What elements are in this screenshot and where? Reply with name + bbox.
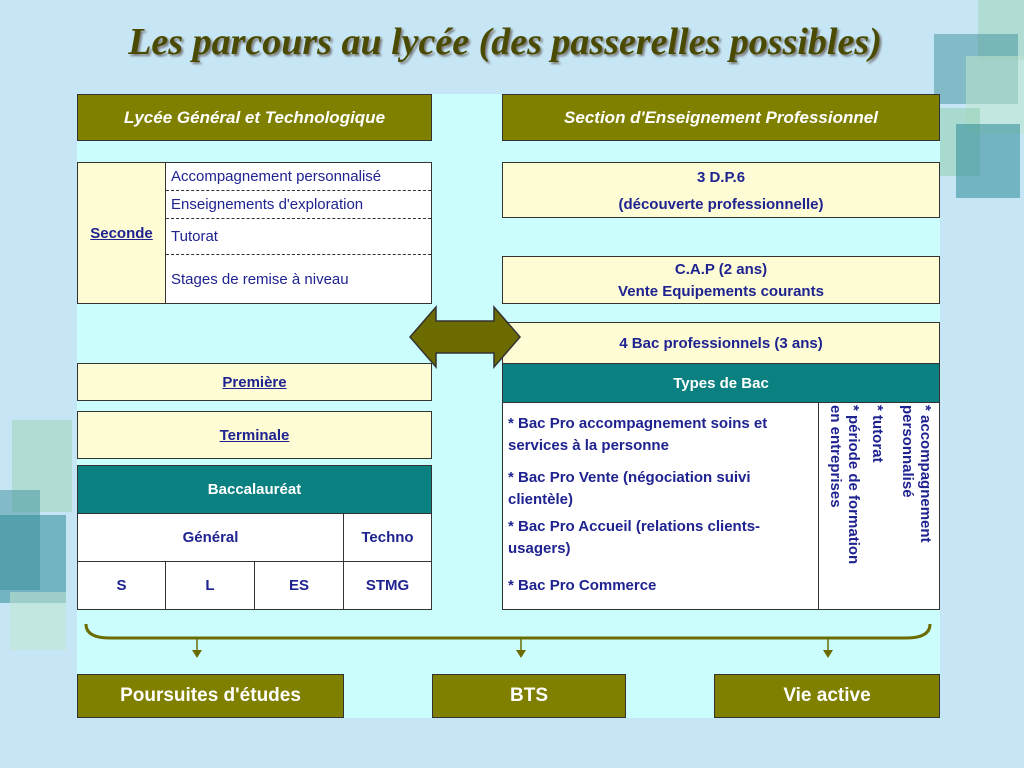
feature-line: * période de formation bbox=[845, 405, 862, 565]
seconde-box bbox=[77, 162, 166, 304]
lgt-header: Lycée Général et Technologique bbox=[77, 94, 432, 141]
double-arrow-icon bbox=[408, 305, 522, 369]
curly-brace-icon bbox=[80, 618, 940, 662]
deco-square bbox=[0, 515, 66, 603]
bac-types-list bbox=[502, 402, 819, 610]
cap-line: Vente Equipements courants bbox=[618, 283, 824, 300]
slide-title: Les parcours au lycée (des passerelles possibles) bbox=[128, 21, 882, 63]
outcome-vie-active: Vie active bbox=[714, 674, 940, 718]
premiere-link[interactable]: Première bbox=[222, 373, 287, 391]
outcome-bts: BTS bbox=[432, 674, 626, 718]
bac-type-item: * Bac Pro Accueil (relations clients-usagers) bbox=[508, 518, 761, 557]
bac-pro-box: 4 Bac professionnels (3 ans) bbox=[502, 322, 940, 364]
serie-cell: S bbox=[77, 561, 166, 610]
arrow-down-icon bbox=[823, 638, 833, 658]
bac-features-box bbox=[818, 402, 940, 610]
seconde-item: Tutorat bbox=[166, 219, 431, 255]
feature-line: personnalisé bbox=[899, 405, 916, 498]
dp6-box bbox=[502, 162, 940, 218]
feature-line: * tutorat bbox=[869, 405, 886, 463]
types-bac-header: Types de Bac bbox=[502, 363, 940, 403]
arrow-down-icon bbox=[192, 638, 202, 658]
serie-cell: L bbox=[165, 561, 255, 610]
bac-type-item: * Bac Pro Vente (négociation suivi clientèle) bbox=[508, 469, 751, 508]
cap-box bbox=[502, 256, 940, 304]
seconde-items bbox=[165, 162, 432, 304]
seconde-item: Stages de remise à niveau bbox=[171, 270, 349, 288]
bac-type-item: * Bac Pro Commerce bbox=[508, 577, 657, 594]
outcome-poursuites: Poursuites d'études bbox=[77, 674, 344, 718]
general-cell: Général bbox=[77, 513, 344, 562]
seconde-item: Enseignements d'exploration bbox=[166, 191, 431, 219]
cap-line: C.A.P (2 ans) bbox=[674, 261, 768, 278]
terminale-link[interactable]: Terminale bbox=[219, 426, 290, 444]
feature-line: * accompagnement bbox=[917, 405, 934, 543]
deco-square bbox=[10, 592, 66, 650]
feature-line: en entreprises bbox=[827, 405, 844, 508]
serie-cell: ES bbox=[254, 561, 344, 610]
seconde-link[interactable]: Seconde bbox=[90, 224, 153, 242]
sep-header: Section d'Enseignement Professionnel bbox=[502, 94, 940, 141]
bac-type-item: * Bac Pro accompagnement soins et services à la personne bbox=[508, 415, 768, 454]
seconde-item: Accompagnement personnalisé bbox=[166, 163, 431, 191]
dp6-line: 3 D.P.6 bbox=[696, 169, 746, 186]
terminale-box bbox=[77, 411, 432, 459]
dp6-line: (découverte professionnelle) bbox=[618, 196, 824, 213]
techno-cell: Techno bbox=[343, 513, 432, 562]
baccalaureat-header: Baccalauréat bbox=[77, 465, 432, 514]
arrow-down-icon bbox=[516, 638, 526, 658]
premiere-box bbox=[77, 363, 432, 401]
serie-cell: STMG bbox=[343, 561, 432, 610]
deco-square bbox=[956, 124, 1020, 198]
